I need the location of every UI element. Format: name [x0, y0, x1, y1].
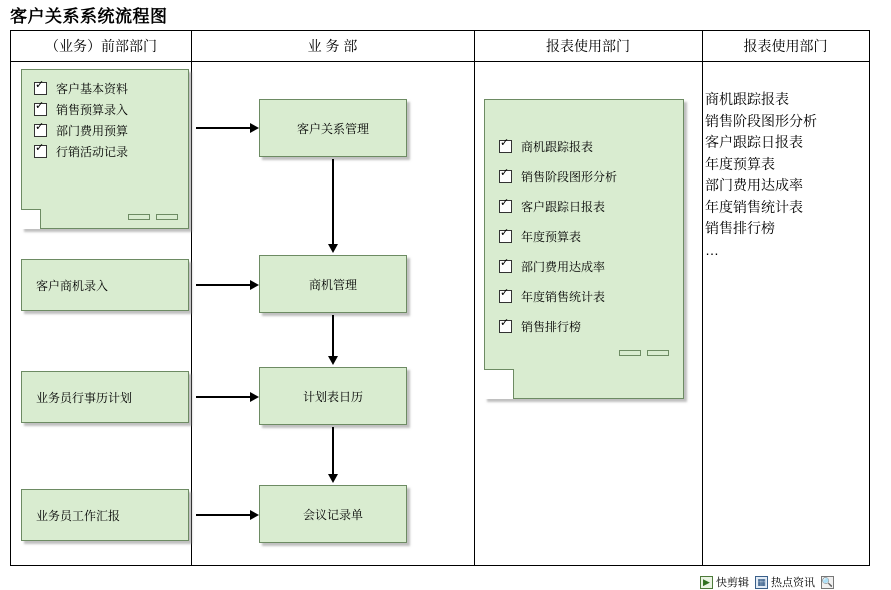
checklist-item [34, 80, 128, 97]
document-line-marks [619, 350, 669, 356]
left-box-label: 业务员行事历计划 [36, 390, 133, 405]
process-box-crm[interactable] [259, 99, 407, 157]
arrow-crm-to-opportunity [332, 159, 334, 245]
arrow-input-to-crm [196, 127, 251, 129]
process-box-label: 会议记录单 [302, 507, 363, 522]
checkbox-icon [499, 290, 512, 303]
report-text-item: 销售排行榜 [705, 220, 775, 236]
column-header-front-dept: （业务）前部部门 [45, 38, 157, 54]
flowchart-frame [10, 30, 870, 566]
checklist-item [499, 168, 617, 185]
checklist-item [499, 198, 617, 215]
checkbox-icon [34, 124, 47, 137]
process-box-calendar[interactable] [259, 367, 407, 425]
search-icon: 🔍 [821, 576, 834, 587]
bottom-toolbar[interactable] [700, 574, 837, 590]
checklist-item-label: 销售阶段图形分析 [521, 170, 618, 184]
column-header-business-dept: 业 务 部 [307, 38, 358, 54]
process-box-meeting[interactable] [259, 485, 407, 543]
checklist-item-label: 客户跟踪日报表 [521, 200, 606, 214]
checklist-item-label: 销售预算录入 [56, 103, 129, 117]
checklist-item [499, 258, 617, 275]
checklist-item-label: 年度销售统计表 [521, 290, 606, 304]
column-header-report-dept-2: 报表使用部门 [743, 38, 828, 54]
report-text-item: 商机跟踪报表 [705, 91, 789, 107]
checklist-item-label: 行销活动记录 [56, 145, 129, 159]
toolbar-item-quick-edit[interactable] [700, 574, 749, 590]
toolbar-item-hot-news[interactable] [755, 574, 815, 590]
report-text-item: 部门费用达成率 [705, 177, 803, 193]
checklist-item [499, 318, 617, 335]
document-fold-corner [21, 209, 41, 229]
column-divider-1 [191, 31, 192, 565]
checklist-item [499, 288, 617, 305]
left-box-calendar-plan[interactable] [21, 371, 189, 423]
process-box-opportunity[interactable] [259, 255, 407, 313]
checklist-item-label: 部门费用达成率 [521, 260, 606, 274]
checklist-item-label: 部门费用预算 [56, 124, 129, 138]
left-box-opportunity-entry[interactable] [21, 259, 189, 311]
report-text-item: 销售阶段图形分析 [705, 112, 817, 129]
report-text-item: 年度预算表 [705, 155, 775, 172]
checkbox-icon [34, 103, 47, 116]
input-document-checklist [34, 80, 128, 164]
checklist-item [34, 143, 128, 160]
checklist-item [34, 101, 128, 118]
checkbox-icon [499, 140, 512, 153]
report-document-checklist [499, 138, 617, 348]
checklist-item-label: 销售排行榜 [521, 320, 582, 334]
column-divider-2 [474, 31, 475, 565]
toolbar-item-label: 快剪辑 [716, 577, 749, 589]
checkbox-icon [499, 170, 512, 183]
column-header-report-dept-1: 报表使用部门 [546, 38, 630, 54]
document-fold-corner [484, 369, 514, 399]
checkbox-icon [34, 145, 47, 158]
input-document[interactable] [21, 69, 189, 229]
checklist-item-label: 商机跟踪报表 [521, 140, 594, 154]
checkbox-icon [34, 82, 47, 95]
arrow-report-to-meeting [196, 514, 251, 516]
document-line-marks [128, 214, 178, 220]
left-box-work-report[interactable] [21, 489, 189, 541]
column-header-row [11, 31, 869, 62]
process-box-label: 商机管理 [308, 277, 357, 292]
process-box-label: 客户关系管理 [296, 121, 369, 136]
report-text-list [705, 89, 817, 261]
play-icon: ▶ [700, 576, 713, 589]
checklist-item-label: 客户基本资料 [56, 82, 129, 96]
arrow-calendar-to-meeting [332, 427, 334, 475]
left-box-label: 客户商机录入 [36, 278, 109, 293]
checkbox-icon [499, 320, 512, 333]
checkbox-icon [499, 200, 512, 213]
left-box-label: 业务员工作汇报 [36, 508, 121, 523]
report-text-item: 年度销售统计表 [705, 198, 803, 215]
report-text-item: … [705, 241, 719, 258]
column-divider-3 [702, 31, 703, 565]
checklist-item [34, 122, 128, 139]
checklist-item [499, 228, 617, 245]
arrow-plan-to-calendar [196, 396, 251, 398]
checkbox-icon [499, 230, 512, 243]
arrow-opportunity-to-calendar [332, 315, 334, 357]
report-document[interactable] [484, 99, 684, 399]
checkbox-icon [499, 260, 512, 273]
toolbar-item-label: 热点资讯 [771, 577, 815, 589]
page-title: 客户关系系统流程图 [10, 7, 168, 26]
checklist-item-label: 年度预算表 [521, 230, 582, 244]
arrow-opportunity-to-management [196, 284, 251, 286]
grid-icon: ▦ [755, 576, 768, 589]
report-text-item: 客户跟踪日报表 [705, 134, 803, 150]
process-box-label: 计划表日历 [302, 389, 363, 404]
toolbar-item-search[interactable] [821, 576, 837, 589]
checklist-item [499, 138, 617, 155]
